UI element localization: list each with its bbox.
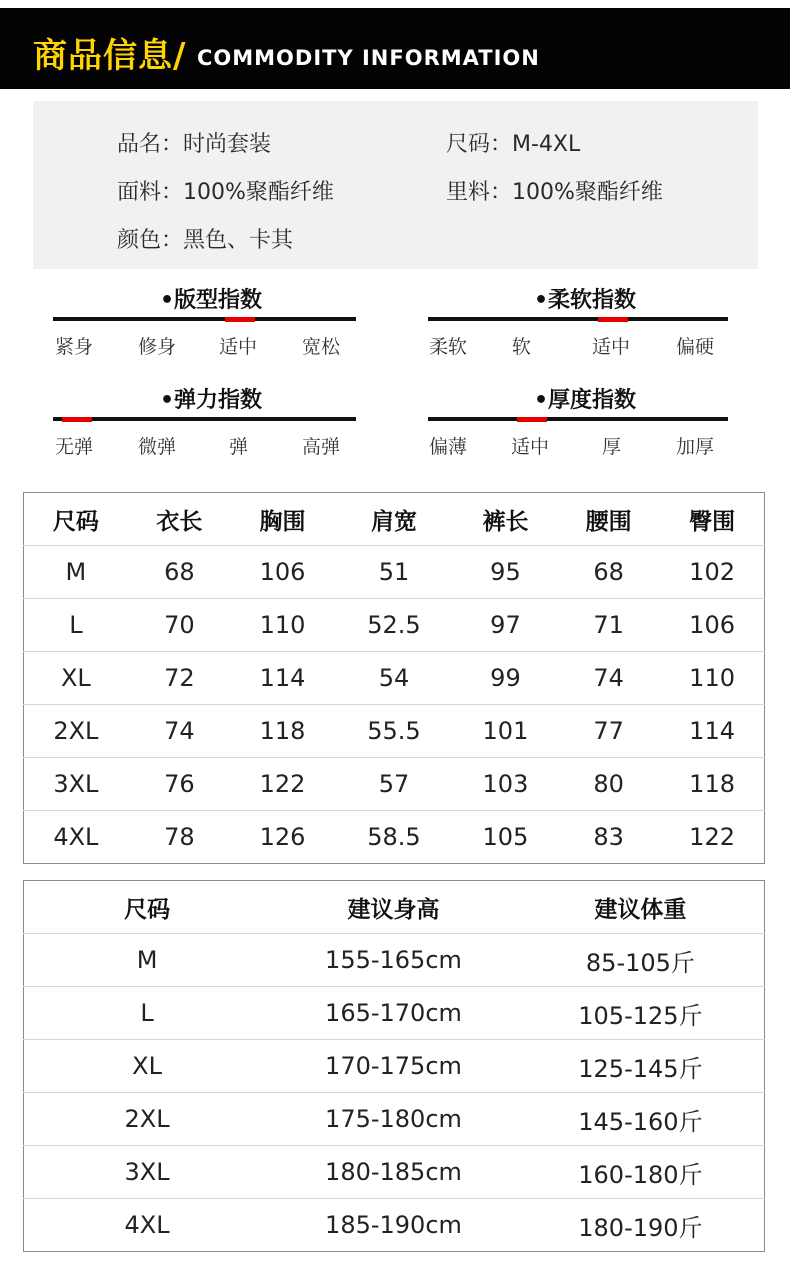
table-row bbox=[24, 811, 765, 864]
table-row bbox=[24, 1146, 765, 1199]
table-row bbox=[24, 652, 765, 705]
fit-recommendation-table bbox=[23, 880, 765, 1252]
column-header: 臀围 bbox=[660, 493, 764, 546]
index-label: 紧身 bbox=[55, 336, 94, 358]
index-label: 无弹 bbox=[55, 436, 94, 458]
column-header: 衣长 bbox=[128, 493, 231, 546]
table-cell: XL bbox=[24, 1040, 271, 1093]
table-cell: 85-105斤 bbox=[517, 934, 765, 987]
table-row bbox=[24, 934, 765, 987]
info-name: 品名：时尚套装 bbox=[117, 132, 272, 157]
table-cell: 72 bbox=[128, 652, 231, 705]
index-marker-softness bbox=[598, 317, 628, 322]
table-cell: 122 bbox=[231, 758, 334, 811]
table-cell: 70 bbox=[128, 599, 231, 652]
index-title-fit: •版型指数 bbox=[160, 288, 263, 313]
table-cell: 80 bbox=[557, 758, 660, 811]
table-cell: 102 bbox=[660, 546, 764, 599]
table-cell: 106 bbox=[660, 599, 764, 652]
table-cell: 97 bbox=[454, 599, 557, 652]
table-header-row bbox=[24, 493, 765, 546]
header-title-cn: 商品信息/ bbox=[33, 36, 187, 76]
table-cell: 175-180cm bbox=[270, 1093, 517, 1146]
table-cell: 105-125斤 bbox=[517, 987, 765, 1040]
table-row bbox=[24, 1040, 765, 1093]
table-cell: 180-190斤 bbox=[578, 1213, 703, 1242]
table-cell: 165-170cm bbox=[270, 987, 517, 1040]
column-header: 建议身高 bbox=[270, 881, 517, 934]
table-cell: 145-160斤 bbox=[517, 1093, 765, 1146]
index-marker-fit bbox=[225, 317, 255, 322]
table-cell: 54 bbox=[334, 652, 454, 705]
table-cell: 99 bbox=[454, 652, 557, 705]
index-bar-elasticity bbox=[53, 417, 356, 421]
table-cell: 51 bbox=[334, 546, 454, 599]
table-cell: 68 bbox=[128, 546, 231, 599]
index-label: 偏硬 bbox=[676, 336, 715, 358]
index-title-softness: •柔软指数 bbox=[534, 288, 637, 313]
table-cell: 3XL bbox=[24, 758, 128, 811]
table-cell: 55.5 bbox=[334, 705, 454, 758]
index-label: 偏薄 bbox=[429, 436, 468, 458]
column-header: 腰围 bbox=[557, 493, 660, 546]
index-label: 修身 bbox=[138, 336, 177, 358]
table-cell: 78 bbox=[164, 823, 195, 851]
table-cell: 125-145斤 bbox=[517, 1040, 765, 1093]
table-cell: 58.5 bbox=[367, 823, 421, 851]
index-label: 柔软 bbox=[429, 336, 468, 358]
table-cell: 71 bbox=[557, 599, 660, 652]
table-cell: 110 bbox=[660, 652, 764, 705]
index-label: 适中 bbox=[592, 336, 631, 358]
index-bar-thickness bbox=[428, 417, 728, 421]
size-measurement-table bbox=[23, 492, 765, 864]
index-marker-elasticity bbox=[62, 417, 92, 422]
table-row bbox=[24, 546, 765, 599]
table-row bbox=[24, 1199, 765, 1252]
table-cell: 76 bbox=[128, 758, 231, 811]
table-cell: 103 bbox=[454, 758, 557, 811]
table-cell: 122 bbox=[689, 823, 735, 851]
header-title-en: COMMODITY INFORMATION bbox=[197, 46, 540, 70]
table-cell: 2XL bbox=[24, 1093, 271, 1146]
column-header: 胸围 bbox=[231, 493, 334, 546]
index-label: 微弹 bbox=[138, 436, 177, 458]
index-label: 高弹 bbox=[302, 436, 341, 458]
index-label: 加厚 bbox=[676, 436, 715, 458]
table-row bbox=[24, 987, 765, 1040]
table-header-row bbox=[24, 881, 765, 934]
table-cell: 118 bbox=[231, 705, 334, 758]
table-cell: 2XL bbox=[24, 705, 128, 758]
table-cell: 118 bbox=[660, 758, 764, 811]
table-row bbox=[24, 758, 765, 811]
table-cell: 57 bbox=[334, 758, 454, 811]
table-cell: 185-190cm bbox=[325, 1211, 462, 1239]
column-header: 裤长 bbox=[454, 493, 557, 546]
column-header: 尺码 bbox=[24, 493, 128, 546]
table-cell: 3XL bbox=[24, 1146, 271, 1199]
table-cell: 105 bbox=[482, 823, 529, 851]
index-label: 宽松 bbox=[302, 336, 341, 358]
table-cell: 68 bbox=[557, 546, 660, 599]
index-label: 适中 bbox=[219, 336, 258, 358]
index-title-thickness: •厚度指数 bbox=[534, 388, 637, 413]
table-cell: 77 bbox=[557, 705, 660, 758]
column-header: 尺码 bbox=[24, 881, 271, 934]
table-cell: 126 bbox=[259, 823, 306, 851]
table-cell: 74 bbox=[557, 652, 660, 705]
table-cell: 101 bbox=[454, 705, 557, 758]
table-cell: 170-175cm bbox=[270, 1040, 517, 1093]
table-cell: 180-185cm bbox=[270, 1146, 517, 1199]
index-bar-softness bbox=[428, 317, 728, 321]
index-label: 厚 bbox=[602, 436, 622, 458]
table-row bbox=[24, 705, 765, 758]
table-cell: 4XL bbox=[53, 823, 99, 851]
table-cell: 110 bbox=[231, 599, 334, 652]
table-cell: XL bbox=[24, 652, 128, 705]
header-banner bbox=[0, 8, 790, 89]
column-header: 肩宽 bbox=[334, 493, 454, 546]
table-cell: 83 bbox=[593, 823, 624, 851]
info-lining: 里料：100%聚酯纤维 bbox=[446, 180, 663, 205]
column-header: 建议体重 bbox=[517, 881, 765, 934]
index-bar-fit bbox=[53, 317, 356, 321]
index-label: 适中 bbox=[511, 436, 550, 458]
index-title-elasticity: •弹力指数 bbox=[160, 388, 263, 413]
table-cell: 155-165cm bbox=[270, 934, 517, 987]
table-cell: 74 bbox=[128, 705, 231, 758]
index-label: 弹 bbox=[229, 436, 249, 458]
table-cell: 4XL bbox=[124, 1211, 170, 1239]
table-cell: 95 bbox=[454, 546, 557, 599]
info-color: 颜色：黑色、卡其 bbox=[117, 228, 294, 253]
table-row bbox=[24, 1093, 765, 1146]
table-cell: M bbox=[24, 546, 128, 599]
table-row bbox=[24, 599, 765, 652]
info-size: 尺码：M-4XL bbox=[446, 132, 581, 157]
info-fabric: 面料：100%聚酯纤维 bbox=[117, 180, 334, 205]
index-label: 软 bbox=[512, 336, 532, 358]
table-cell: 114 bbox=[660, 705, 764, 758]
table-cell: L bbox=[24, 987, 271, 1040]
table-cell: M bbox=[24, 934, 271, 987]
index-marker-thickness bbox=[517, 417, 547, 422]
table-cell: 160-180斤 bbox=[517, 1146, 765, 1199]
table-cell: 52.5 bbox=[334, 599, 454, 652]
table-cell: L bbox=[24, 599, 128, 652]
table-cell: 106 bbox=[231, 546, 334, 599]
table-cell: 114 bbox=[231, 652, 334, 705]
